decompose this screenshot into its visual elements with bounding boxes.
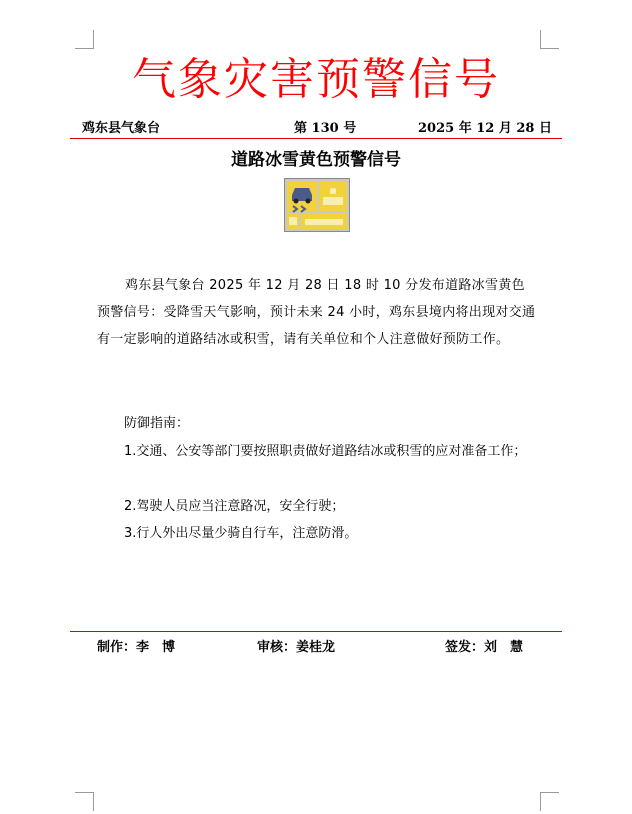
page-corner-mark-bottom-left (75, 792, 94, 811)
road-icing-yellow-icon (284, 178, 350, 232)
guidance-item: 2.驾驶人员应当注意路况，安全行驶； (124, 499, 345, 514)
svg-text:▦: ▦ (329, 187, 337, 195)
guidance-heading: 防御指南： (124, 416, 190, 431)
header-divider (70, 138, 562, 139)
page-corner-mark-bottom-right (540, 792, 559, 811)
footer-divider (70, 631, 562, 632)
guidance-item: 3.行人外出尽量少骑自行车，注意防滑。 (124, 526, 358, 541)
issue-date: 2025 年 12 月 28 日 (418, 121, 552, 136)
page-corner-mark-top-left (75, 30, 94, 49)
issuing-organization: 鸡东县气象台 (82, 121, 161, 136)
document-title: 道路冰雪黄色预警信号 (231, 150, 401, 170)
page-corner-mark-top-right (540, 30, 559, 49)
road-icing-yellow-icon-graphic (285, 179, 349, 231)
warning-body-text: 鸡东县气象台 2025 年 12 月 28 日 18 时 10 分发布道路冰雪黄色预警信号：受降雪天气影响，预计未来 24 小时，鸡东县境内将出现对交通有一定影响的道路结冰或积雪，请有关单位和个人注意做好预防工作。 (97, 278, 536, 347)
reviewed-by: 审核：姜桂龙 (257, 640, 336, 655)
banner-title: 气象灾害预警信号 (132, 54, 500, 105)
guidance-item: 1.交通、公安等部门要按照职责做好道路结冰或积雪的应对准备工作； (124, 444, 527, 459)
made-by: 制作：李 博 (97, 640, 176, 655)
issue-number: 第 130 号 (294, 121, 357, 136)
issued-by: 签发：刘 慧 (445, 640, 524, 655)
